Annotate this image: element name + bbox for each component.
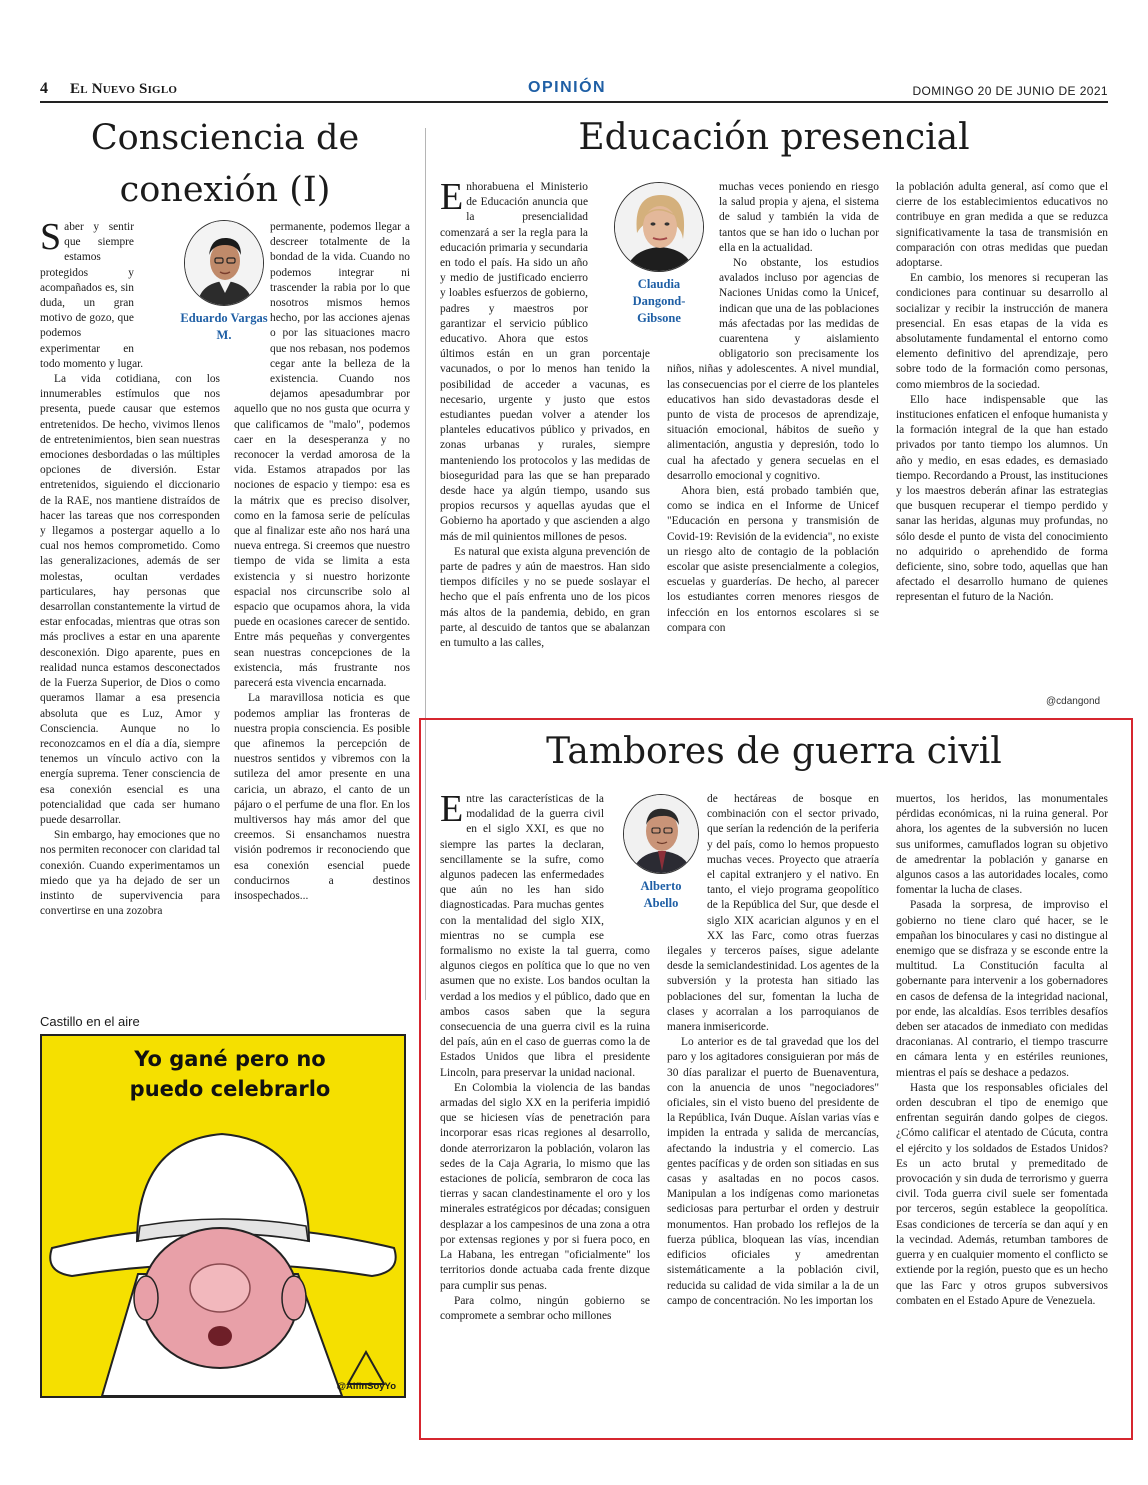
- paragraph: No obstante, los estudios avalados incluso por agencias de Naciones Unidas como la Unicef, indican que una de las poblaciones más afectadas por las medidas de cuarentena y aislamiento obligatorio son precisamente los niños, niñas y adolescentes. A nivel mundial, las consecuencias por el cierre de los planteles educativos han sido devastadoras desde el punto de vista de procesos de aprendizaje, situación emocional, hábitos de sueño y alimentación, angustia y depresión, todo lo cual ha afectado y genera secuelas en el desarrollo emocional y cognitivo.: [667, 257, 879, 482]
- article-title: Educación presencial: [578, 117, 970, 158]
- cartoon-label: Castillo en el aire: [40, 1014, 140, 1029]
- paragraph: En Colombia la violencia de las bandas armadas del siglo XX en la periferia impidió que se hiciesen vías de penetración para incorporar esas ricas regiones al desarrollo, donde aterrorizaron la población, volaron las sedes de la Caja Agraria, lo mismo que las estaciones de policía, sembraron de coca las tierras y sacan clandestinamente el oro y los minerales estratégicos por décadas; consiguen desplazar a los campesinos de una zona a otra por extensas regiones y por si fuera poco, en La Habana, les entregan "oficialmente" los territorios donde actuaba cada frente dizque para cumplir sus penas.: [440, 1081, 650, 1292]
- paragraph: Es natural que exista alguna prevención de parte de padres y aún de maestros. Han sido tiempos difíciles y no se puede soslayar el hecho que el país enfrenta uno de los picos más altos de la pandemia, debido, en gran parte, al descuido de tantos que se abalanzan en tumulto a las calles,: [440, 545, 650, 650]
- paragraph: La vida cotidiana, con los innumerables estímulos que nos presenta, puede causar que estemos entretenidos. De hecho, vivimos llenos de entretenimientos, bien sean nuestras emociones desbordadas o las múltiples opciones de diversión. Estar entretenidos, siguiendo el diccionario de la RAE, nos mantiene distraídos de hacer las tareas que nos corresponden y llegamos a postergar aquello a lo cual nos hemos comprometido. Como las generalizaciones, además de ser molestas, ocultan verdades particulares, hay personas que desarrollan constantemente la virtud de estar enfocadas, mientras que otras son más proclives a estar en una aparente desconexión. Digo aparente, pues en realidad nunca estamos desconectados de la Fuerza Superior, de Dios o como queramos llamar a esa presencia absoluta que es Luz, Amor y Consciencia. Aunque no lo reconozcamos en el día a día, siempre tenemos un vínculo activo con la energía suprema. Tener consciencia de esa conexión esencial es una potencialidad que cada ser humano puede desarrollar.: [40, 373, 220, 826]
- author-handle: @cdangond: [1046, 696, 1101, 707]
- paragraph: Ahora bien, está probado también que, como se indica en el Informe de Unicef "Educación en persona y transmisión de Covid-19: Revisión de la evidencia", no existe un riesgo alto de contagio de la población escolar que asiste presencialmente a colegios, escuelas y guarderías. De hecho, al parecer los estudiantes corren menores riesgos de infección en los entornos escolares si se compara con: [667, 485, 879, 634]
- article-column: [440, 180, 650, 710]
- drop-cap: E: [440, 180, 464, 218]
- paragraph: Sin embargo, hay emociones que no nos permiten reconocer con claridad tal conexión. Cuando experimentamos un miedo que ya ha dejado de ser un instinto de supervivencia para convertirse en una zozobra: [40, 829, 220, 918]
- paragraph: La maravillosa noticia es que podemos ampliar las fronteras de nuestra propia consciencia. Es posible que afinemos la percepción de nuestros sentidos y vibremos con la sutileza del amor presente en una caricia, un abrazo, el canto de un pájaro o el perfume de una flor. En los multiversos hay más amor del que creemos. Si ensanchamos nuestra visión podremos ir reconociendo que esa conexión esencial puede conducirnos a destinos insospechados...: [234, 692, 410, 902]
- paragraph: En cambio, los menores si recuperan las condiciones para continuar su desarrollo al socializar y recibir la instrucción de manera presencial. En esas etapas de la vida es absolutamente fundamental el entorno como elemento definitivo del aprendizaje, pero sobre todo de la formación como personas, como miembros de la sociedad.: [896, 272, 1108, 391]
- article-column: [667, 792, 879, 1402]
- header-rule: [40, 101, 1108, 103]
- paragraph: Entre las características de la modalidad de la guerra civil en el siglo XXI, es que no siempre las partes la declaran, sencillamente se la sufre, como algunos padecen las enfermedades que aún no les han sido diagnosticadas. Para muchas gentes con la mentalidad del siglo XIX, mientras no se cumpla ese formalismo no existe la tal guerra, como algunos ciegos en política que lo que no ven asumen que no existe. Los bandos ocultan la verdad a los medios y el público, dado que en ambos casos saben que la segura consecuencia de una guerra civil es la ruina del país, aún en el caso de guerras como la de Estados Unidos que libra el presidente Lincoln, para preservar la unidad nacional.: [440, 792, 650, 1079]
- author-float: [667, 180, 719, 356]
- article-column: [234, 220, 410, 1000]
- article-title: Tambores de guerra civil: [546, 731, 1002, 772]
- paragraph: muchas veces poniendo en riesgo la salud propia y ajena, el sistema de salud y también la vida de tantos que se han ido o luchan por ella en la actualidad.: [719, 181, 879, 254]
- paragraph: Ello hace indispensable que las instituciones enfaticen el enfoque humanista y la formación integral de la que han estado privados por tanto tiempo los alumnos. Un año y medio, en esas edades, es demasiado tiempo. Recordando a Proust, las instituciones y los maestros deberán afinar las estrategias que busquen recuperar el tiempo perdido y sanar las heridas, algunas muy profundas, no sólo desde el punto de vista del conocimiento no adquirido o aprehendido de forma deficiente, sino, sobre todo, aquellas que han afectado el desarrollo humano de quienes representan el futuro de la Nación.: [896, 393, 1108, 604]
- author-float: [134, 220, 220, 348]
- paragraph: permanente, podemos llegar a descreer totalmente de la bondad de la vida. Cuando no podemos integrar ni trascender la rabia por lo que nosotros mismos hemos hecho, por las acciones ajenas o por las situaciones macro que nos rebasan, nos podemos cegar ante la belleza de la existencia. Cuando nos dejamos apesadumbrar por aquello que no nos gusta que ocurra y que calificamos de "malo", podemos caer en la desesperanza y no reconocer la verdad amorosa de la vida. Estamos atrapados por las nociones de espacio y tiempo: esa es la mátrix que es preciso disolver, como en la famosa serie de películas que al finalizar este año nos hará una nueva entrega. Si creemos que nuestro tiempo de vida se limita a esta existencia y si nuestro horizonte espacial nos circunscribe solo al espacio que ocupamos ahora, la vida puede en ocasiones carecer de sentido. Entre más pequeñas y convergentes sean nuestras concepciones de la existencia, más frustrante nos parecerá esta vivencia encarnada.: [234, 221, 410, 690]
- article-column: [40, 220, 220, 1000]
- author-name: Alberto Abello: [640, 879, 682, 910]
- drop-cap: E: [440, 792, 464, 830]
- paragraph: Hasta que los responsables oficiales del orden descubran el tipo de enemigo que enfrentan seguirán dando golpes de ciegos. ¿Cómo calificar el atentado de Cúcuta, contra el ejército y los soldados de Estados Unidos? Es un acto brutal y premeditado de provocación y sin duda de terrorismo y guerra civil. Toda guerra civil suele ser fomentada por terceros, según establece la geopolítica. Esas condiciones de tercería se dan aquí y en la vecindad. Además, retumban tambores de guerra y en cualquier momento el conflicto se extiende por la región, puesto que es un hecho que las Farc y otros grupos subversivos combaten en el Estado Apure de Venezuela.: [896, 1081, 1108, 1307]
- author-float: [234, 220, 270, 388]
- paragraph: muertos, los heridos, las monumentales pérdidas económicas, ni la ruina general. Por ahora, los agentes de la subversión no lucen sus uniformes, camuflados logran su objetivo de amedrentar la población y ganarse en algunos casos a las autoridades locales, como fomentar la lucha de clases.: [896, 793, 1108, 897]
- page-number: 4: [40, 80, 48, 97]
- page-header: [40, 80, 1108, 102]
- cartoon-drawing: [42, 1036, 404, 1396]
- paragraph: Saber y sentir que siempre estamos protegidos y acompañados es, sin duda, un gran motivo de gozo, que podemos experimentar en todo momento y lugar.: [40, 220, 144, 370]
- newspaper-name: El Nuevo Siglo: [70, 81, 178, 97]
- section-name: OPINIÓN: [528, 79, 607, 96]
- drop-cap: S: [40, 220, 62, 258]
- paragraph: Enhorabuena el Ministerio de Educación anuncia que la presencialidad comenzará a ser la regla para la educación primaria y secundaria en todo el país. Ha sido un año y medio de justificado encierro y loables esfuerzos de gobierno, padres y maestros por garantizar el servicio público educativo. Ahora que estos últimos están en un gran porcentaje vacunados, o por lo menos han tenido la posibilidad de acceder a vacunas, es necesario, urgente y justo que estos estudiantes puedan volver a atender los planteles educativos público y privados, en zonas urbanas y rurales, siempre manteniendo los protocolos y las medidas de bioseguridad para las que se han preparado desde hace ya algún tiempo, usando sus propios recursos y aquellas ayudas que el Gobierno ha aportado y que ascienden a algo más de mil quinientos millones de pesos.: [440, 180, 650, 543]
- author-float: [667, 792, 707, 938]
- author-name: Eduardo Vargas M.: [180, 311, 268, 342]
- issue-date: DOMINGO 20 DE JUNIO DE 2021: [912, 84, 1108, 98]
- paragraph: la población adulta general, así como que el cierre de los establecimientos educativos no contribuye en gran medida a que se reduzca significativamente la tasa de transmisión en comparación con otras medidas que puedan adoptarse.: [896, 181, 1108, 270]
- cartoon: [40, 1034, 406, 1398]
- article-title: Consciencia de conexión (I): [90, 118, 360, 210]
- paragraph: Para colmo, ningún gobierno se compromete a sembrar ocho millones: [440, 1294, 650, 1322]
- article-column: [440, 792, 650, 1402]
- article-column: [896, 792, 1108, 1402]
- cartoon-credit: @AlfinSoyYo: [336, 1381, 396, 1392]
- paragraph: Pasada la sorpresa, de improviso el gobierno no tiene claro qué hacer, se le empañan los binoculares y casi no distingue al enemigo que se disfraza y se esconde entre la multitud. La Constitución faculta al gobernante para intervenir a los gobernadores en casos de defensa de la integridad nacional, por ende, las alcaldías. Esos terribles desafíos deben ser atacados de inmediato con medidas draconianas. Al contrario, el tiempo trascurre en cámara lenta y en estériles reuniones, mientras el país se deshace a pedazos.: [896, 899, 1108, 1079]
- paragraph: Lo anterior es de tal gravedad que los del paro y los agitadores consiguieran por más de 30 días paralizar el puerto de Buenaventura, con la anuencia de unos "negociadores" oficiales, sin el visto bueno del presidente de la República, Iván Duque. Aíslan varias vías e impiden la entrada y salida de mercancías, afectando la industria y el comercio. Las gentes pacíficas y de orden son sitiadas en sus casas y asaltadas en no pocos casos. Manipulan a los indígenas como marionetas sediciosas para perturbar el orden y destruir monumentos. Han probado los reflejos de la fuerza pública, bloquean las vías, incendian edificios oficiales y amedrentan sistemáticamente a la población civil, reducida su calidad de vida similar a la de un campo de concentración. No les importan los: [667, 1036, 879, 1307]
- cartoon-caption: Yo gané pero no puedo celebrarlo: [129, 1047, 331, 1101]
- author-float: [588, 180, 650, 340]
- article-column: [896, 180, 1108, 690]
- author-name: Claudia Dangond- Gibsone: [632, 277, 686, 325]
- article-column: [667, 180, 879, 710]
- author-float: [604, 792, 650, 934]
- paragraph: de hectáreas de bosque en combinación con el sector privado, que serían la redención de la periferia y del país, como lo hemos propuesto muchas veces. Proyecto que atraería el capital extranjero y el nativo. En tanto, el viejo programa geopolítico de la República del Sur, que desde el siglo XIX acarician algunos y en el XX las Farc, como otras fuerzas ilegales y terceros países, sigue adelante desde la semiclandestinidad. Los agentes de la subversión y la protesta han sitiado las poblaciones del sur, fomentan la lucha de clases y acorralan a los parroquianos de manera inmisericorde.: [667, 793, 879, 1034]
